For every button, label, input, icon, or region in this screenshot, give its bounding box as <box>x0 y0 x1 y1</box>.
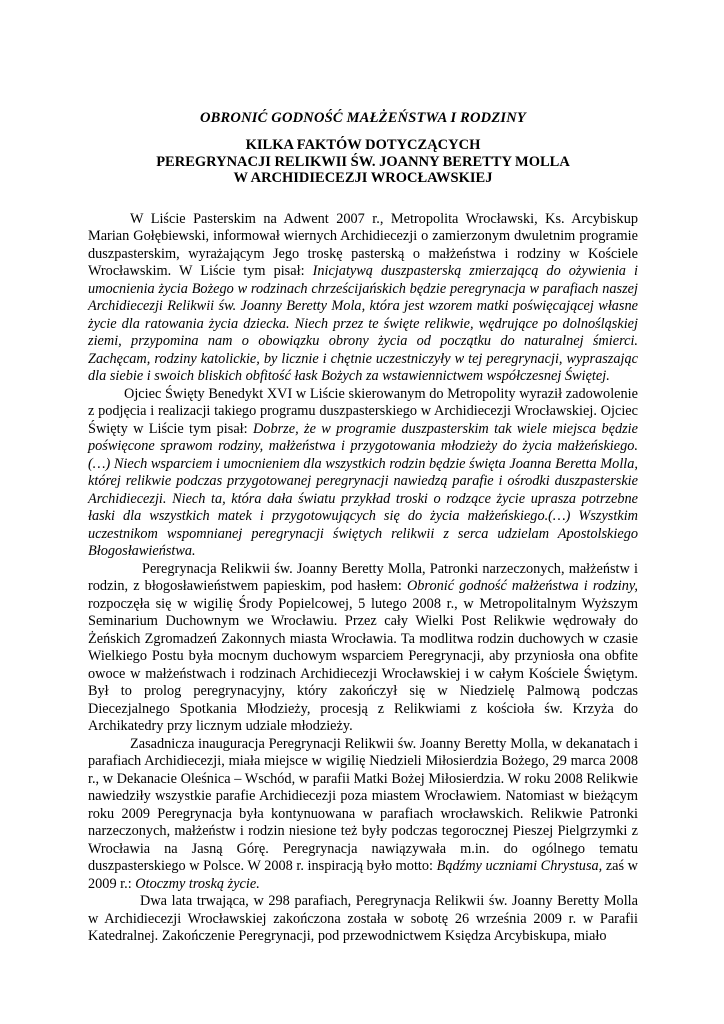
subtitle-line-2: PEREGRYNACJI RELIKWII ŚW. JOANNY BERETTY MOLLA <box>156 153 570 170</box>
paragraph-2-quote: Dobrze, że w programie duszpasterskim tak wiele miejsca będzie poświęcone sprawom rodziny, małżeństwa i przygotowania młodzieży do życia małżeńskiego.(…) Niech wsparciem i umocnieniem dla wszystkich rodzin będzie święta Joanna Beretta Molla, której relikwie podczas przygotowanej peregrynacji nawiedzą parafie i ośrodki duszpasterskie Archidiecezji. Niech ta, która dała światu przykład troski o rodzące życie uprasza potrzebne łaski dla wszystkich matek i przygotowujących się do życia małżeńskiego.(…) Wszystkim uczestnikom wspomnianej peregrynacji świętych relikwii z serca udzielam Apostolskiego Błogosławieństwa. <box>88 420 639 559</box>
document-title: OBRONIĆ GODNOŚĆ MAŁŻEŃSTWA I RODZINY <box>200 110 526 126</box>
paragraph-3-quote: Obronić godność małżeństwa i rodziny, <box>406 578 638 594</box>
paragraph-1 <box>88 211 638 386</box>
paragraph-3 <box>88 561 638 736</box>
paragraph-4 <box>88 736 638 894</box>
paragraph-4-quote-2: Otoczmy troską życie. <box>135 875 260 892</box>
paragraph-3-text-before: Peregrynacja Relikwii św. Joanny Beretty Molla, Patronki narzeczonych, małżeństw i rodzin, z błogosławieństwem papieskim, pod hasłem: <box>88 560 638 594</box>
document-subtitle <box>88 137 638 187</box>
paragraph-5-text: Dwa lata trwająca, w 298 parafiach, Peregrynacja Relikwii św. Joanny Beretty Molla w Archidiecezji Wrocławskiej zakończona została w sobotę 26 września 2009 r. w Parafii Katedralnej. Zakończenie Peregrynacji, pod przewodnictwem Księdza Arcybiskupa, miało <box>88 893 638 944</box>
paragraph-1-text: W Liście Pasterskim na Adwent 2007 r., Metropolita Wrocławski, Ks. Arcybiskup Marian Gołębiewski, informował wiernych Archidiecezji o zamierzonym dwuletnim programie duszpasterskim, wyrażającym Jego troskę pasterską o małżeństwa i rodziny w Kościele Wrocławskim. W Liście tym pisał: <box>88 210 638 279</box>
paragraph-3-text-after: rozpoczęła się w wigilię Środy Popielcowej, 5 lutego 2008 r., w Metropolitalnym Wyższym Seminarium Duchownym we Wrocławiu. Przez cały Wielki Post Relikwie wędrowały do Żeńskich Zgromadzeń Zakonnych miasta Wrocławia. Ta modlitwa rodzin duchowych w czasie Wielkiego Postu była mocnym duchowym wsparciem Peregrynacji, aby przyniosła ona obfite owoce w małżeństwach i rodzinach Archidiecezji Wrocławskiej i w całym Kościele Świętym. Był to prolog peregrynacyjny, który zakończył się w Niedzielę Palmową podczas Diecezjalnego Spotkania Młodzieży, procesją z Relikwiami z kościoła św. Krzyża do Archikatedry przy licznym udziale młodzieży. <box>88 595 638 734</box>
paragraph-4-text-mid: zaś w 2009 r.: <box>88 858 638 892</box>
paragraph-2 <box>88 386 638 561</box>
subtitle-line-3: W ARCHIDIECEZJI WROCŁAWSKIEJ <box>233 170 493 186</box>
paragraph-1-quote: Inicjatywą duszpasterską zmierzającą do ożywienia i umocnienia życia Bożego w rodzinach chrześcijańskich będzie peregrynacja w parafiach naszej Archidiecezji Relikwii św. Joanny Beretty Mola, która jest wzorem matki poświęcającej własne życie dla ratowania życia dziecka. Niech przez te święte relikwie, wędrujące po dolnośląskiej ziemi, przypomina nam o obowiązku obrony życia od początku do naturalnej śmierci. Zachęcam, rodziny katolickie, by licznie i chętnie uczestniczyły w tej peregrynacji, wypraszając dla siebie i swoich bliskich obfitość łask Bożych za wstawiennictwem współczesnej Świętej. <box>88 263 638 384</box>
paragraph-2-text: Ojciec Święty Benedykt XVI w Liście skierowanym do Metropolity wyraził zadowolenie z podjęcia i realizacji takiego programu duszpasterskiego w Archidiecezji Wrocławskiej. Ojciec Święty w Liście tym pisał: <box>88 385 638 437</box>
paragraph-4-quote-1: Bądźmy uczniami Chrystusa, <box>436 858 603 874</box>
paragraph-4-text-before: Zasadnicza inauguracja Peregrynacji Relikwii św. Joanny Beretty Molla, w dekanatach i parafiach Archidiecezji, miała miejsce w wigilię Niedzieli Miłosierdzia Bożego, 29 marca 2008 r., w Dekanacie Oleśnica – Wschód, w parafii Matki Bożej Miłosierdzia. W roku 2008 Relikwie nawiedziły wszystkie parafie Archidiecezji poza miastem Wrocławiem. Natomiast w bieżącym roku 2009 Peregrynacja była kontynuowana w parafiach wrocławskich. Relikwie Patronki narzeczonych, małżeństw i rodzin niesione też były podczas tegorocznej Pieszej Pielgrzymki z Wrocławia na Jasną Górę. Peregrynacja nawiązywała m.in. do ogólnego tematu duszpasterskiego w Polsce. W 2008 r. inspiracją było motto: <box>88 735 638 874</box>
subtitle-line-1: KILKA FAKTÓW DOTYCZĄCYCH <box>245 137 481 153</box>
paragraph-5 <box>88 893 638 946</box>
